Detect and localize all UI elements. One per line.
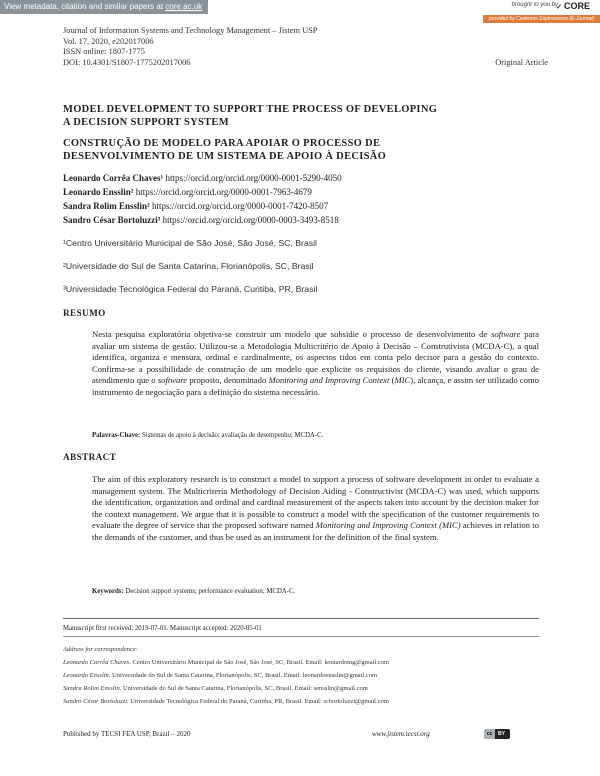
abstract-emphasis: Monitoring and Improving Context (MIC) (315, 520, 461, 531)
article-type: Original Article (495, 58, 548, 67)
resumo-text-part: ), alcança, e assim ser utilizado como instrumento de negociação para a definição do sistema necessário. (92, 375, 539, 397)
title-english (63, 103, 543, 129)
title-portuguese-line1: CONSTRUÇÃO DE MODELO PARA APOIAR O PROCESSO DE (63, 138, 381, 149)
correspondence-text: . Universidade Tecnológica Federal do Paraná, Curitiba, PR, Brasil. Email: scbortoluzzi@gmail.com (127, 698, 389, 705)
correspondence-text: . Universidade do Sul de Santa Catarina, Florianópolis, SC, Brasil. Email: sensslin@gmail.com (119, 685, 368, 692)
palavras-chave-label: Palavras-Chave: (92, 432, 141, 439)
resumo-text-part: para avaliar um sistema de gestão. Utilizou-se a Metodologia Multicritério de Apoio à Decisão – Construtivista (MCDA-C), a qual identifica, organiza e mensura, ordinal e cardinalmente, os aspectos tidos em conta pelo decisor para a gestão do contexto. Confirma-se a possibilidade de construção de um modelo que explicite os requisitos do cliente, visando avaliar o grau de atendimento que o (92, 329, 540, 386)
journal-volume: Vol. 17, 2020, e202017006 (63, 36, 154, 46)
journal-name: Journal of Information Systems and Technology Management – Jistem USP (63, 26, 318, 35)
author-name: Leonardo Corrêa Chaves¹ (63, 173, 164, 183)
journal-website-link[interactable]: www.jistem.tecsi.org (372, 730, 430, 738)
abstract-text (92, 474, 539, 544)
title-english-line2: A DECISION SUPPORT SYSTEM (63, 117, 229, 128)
correspondence-name: Sandro César Bortoluzzi (63, 698, 128, 705)
correspondence-entry (63, 695, 389, 708)
divider (63, 618, 539, 619)
brought-by-text: brought to you by (511, 2, 558, 8)
author-entry (63, 185, 342, 199)
core-brought-by (512, 2, 558, 8)
core-logo-text: CORE (563, 1, 590, 11)
publisher-footer: Published by TECSI FEA USP, Brazil – 2020 (63, 730, 191, 738)
core-logo-icon: ✓ (556, 4, 564, 11)
keywords-list: Decision support systems; performance evaluation; MCDA-C. (123, 588, 296, 595)
correspondence-name: Leonardo Corrêa Chaves (63, 659, 130, 666)
resumo-emphasis: MIC (394, 375, 411, 386)
correspondence-entry (63, 682, 389, 695)
correspondence-heading: Address for correspondence: (63, 646, 138, 653)
correspondence-entry (63, 656, 389, 669)
manuscript-dates: Manuscript first received: 2019-07-01. Manuscript accepted: 2020-05-01 (63, 625, 262, 632)
title-portuguese-line2: DESENVOLVIMENTO DE UM SISTEMA DE APOIO À DECISÃO (63, 151, 387, 162)
by-label: BY (498, 731, 505, 737)
cc-icon: cc (484, 729, 495, 739)
correspondence-entry (63, 669, 389, 682)
journal-doi: DOI: 10.4301/S1807-1775202017006 (63, 57, 191, 67)
resumo-emphasis: Monitoring and Improving Context (268, 375, 390, 386)
affiliation: ²Universidade do Sul de Santa Catarina, Florianópolis, SC, Brasil (63, 261, 314, 271)
journal-issn: ISSN online: 1807-1775 (63, 47, 145, 57)
title-portuguese (63, 137, 543, 163)
affiliation-list (63, 238, 317, 307)
palavras-chave-list: Sistemas de apoio à decisão; avaliação de desempenho; MCDA-C. (140, 432, 324, 439)
author-name: Leonardo Ensslin² (63, 187, 134, 197)
resumo-text (92, 329, 539, 399)
correspondence-name: Leonardo Ensslin (63, 672, 109, 679)
correspondence-name: Sandra Rolim Ensslin (63, 685, 120, 692)
author-orcid-link[interactable]: https://orcid.org/orcid.org/0000-0001-5290-4050 (165, 173, 342, 183)
core-logo[interactable] (556, 1, 590, 11)
abstract-text-part: achieves in relation to the demands of the customer, and thus be used as an instrument for the definition of the final system. (92, 520, 539, 542)
resumo-text-part: Nesta pesquisa exploratória objetiva-se construir um modelo que subsidie o processo de desenvolvimento de (92, 329, 492, 339)
cc-by-license-icon[interactable] (484, 729, 510, 739)
journal-header (63, 26, 317, 68)
abstract-heading: ABSTRACT (63, 452, 117, 462)
abstract-text-part: The aim of this exploratory research is to construct a model to support a process of software development in order to evaluate a management system. The Multicriteria Methodology of Decision Aiding - Constructivist (MCDA-C) was used, which supports the identification, organization and ordinal and cardinal measurement of the aspects taken into account by the decision maker for the context management. We argue that it is possible to construct a model with the specification of the customer requirements to evaluate the degree of service that the proposed software named (92, 474, 539, 531)
author-entry (63, 199, 342, 213)
core-link[interactable]: core.ac.uk (165, 2, 203, 11)
author-orcid-link[interactable]: https://orcid.org/orcid.org/0000-0001-7420-8507 (151, 201, 329, 211)
divider (63, 636, 539, 637)
correspondence-text: . Centro Universitário Municipal de São José, São José, SC, Brasil. Email: leonardomg@gmail.com (129, 659, 390, 666)
author-orcid-link[interactable]: https://orcid.org/orcid.org/0000-0001-7963-4679 (135, 187, 312, 197)
resumo-emphasis: software (491, 329, 521, 339)
core-metadata-banner (0, 0, 208, 14)
palavras-chave (92, 431, 539, 440)
core-banner-text: View metadata, citation and similar papers at (4, 2, 166, 11)
author-name: Sandra Rolim Ensslin² (63, 201, 150, 211)
keywords-label: Keywords: (92, 588, 124, 595)
core-provided-by: provided by Cadernos Espinosanos (E-Journal) (483, 15, 600, 23)
correspondence-block (63, 643, 389, 708)
keywords (92, 587, 539, 596)
affiliation: ¹Centro Universitário Municipal de São José, São José, SC, Brasil (63, 238, 317, 248)
affiliation: ³Universidade Tecnológica Federal do Paraná, Curitiba, PR, Brasil (63, 284, 318, 294)
author-entry (63, 213, 342, 227)
resumo-text-part: ( (389, 375, 395, 386)
author-orcid-link[interactable]: https://orcid.org/orcid.org/0000-0003-3493-8518 (162, 215, 339, 225)
title-english-line1: MODEL DEVELOPMENT TO SUPPORT THE PROCESS OF DEVELOPING (63, 104, 438, 115)
author-name: Sandro César Bortoluzzi³ (63, 215, 161, 225)
resumo-emphasis: software (157, 375, 188, 386)
correspondence-text: . Universidade do Sul de Santa Catarina, Florianópolis, SC, Brasil. Email: leonardoensslin@gmail.com (108, 672, 378, 679)
author-list (63, 171, 342, 227)
core-banner (0, 0, 600, 14)
resumo-text-part: proposto, denominado (187, 375, 269, 386)
resumo-heading: RESUMO (63, 308, 106, 318)
author-entry (63, 171, 342, 185)
